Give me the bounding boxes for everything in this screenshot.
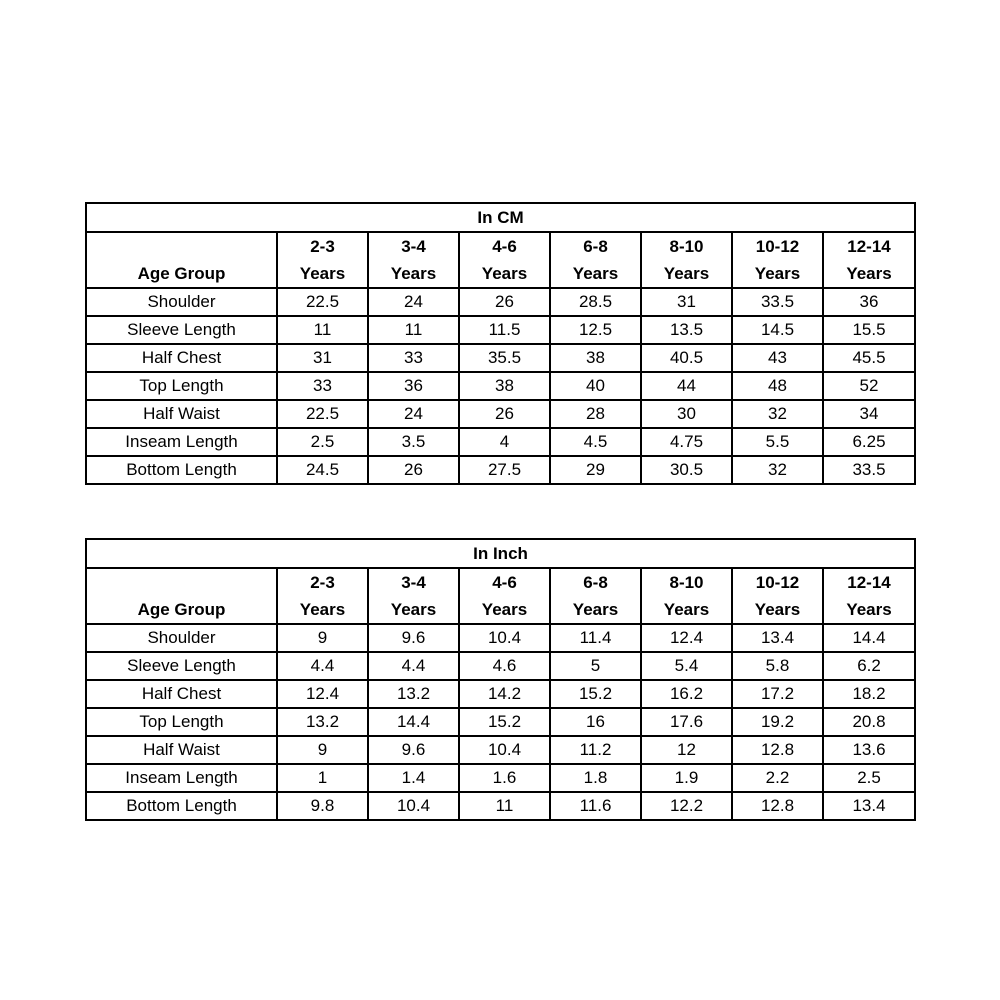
table-row: [86, 652, 915, 680]
measurement-value: 33.5: [732, 288, 823, 316]
measurement-value: 40: [550, 372, 641, 400]
table-title-row: [86, 539, 915, 568]
age-range-header: [823, 568, 915, 624]
measurement-value: 33: [368, 344, 459, 372]
measurement-value: 22.5: [277, 288, 368, 316]
measurement-label: Inseam Length: [86, 764, 277, 792]
measurement-label: Sleeve Length: [86, 652, 277, 680]
measurement-value: 11.5: [459, 316, 550, 344]
age-range-value: 2-3: [310, 573, 335, 592]
measurement-value: 13.2: [277, 708, 368, 736]
age-range-value: 10-12: [755, 573, 800, 592]
measurement-value: 14.2: [459, 680, 550, 708]
measurement-label: Shoulder: [86, 288, 277, 316]
measurement-value: 38: [550, 344, 641, 372]
measurement-value: 12.8: [732, 736, 823, 764]
measurement-value: 24.5: [277, 456, 368, 484]
measurement-value: 2.5: [277, 428, 368, 456]
age-range-unit: Years: [663, 600, 710, 619]
table-row: [86, 708, 915, 736]
measurement-value: 10.4: [459, 736, 550, 764]
age-range-value: 3-4: [401, 573, 426, 592]
measurement-value: 13.2: [368, 680, 459, 708]
age-range-unit: Years: [846, 600, 892, 619]
age-range-value: 3-4: [401, 237, 426, 256]
measurement-value: 26: [368, 456, 459, 484]
measurement-value: 4.75: [641, 428, 732, 456]
measurement-value: 12.4: [641, 624, 732, 652]
measurement-value: 15.2: [550, 680, 641, 708]
age-range-header: [368, 568, 459, 624]
measurement-value: 26: [459, 288, 550, 316]
measurement-value: 24: [368, 400, 459, 428]
measurement-value: 5.4: [641, 652, 732, 680]
measurement-value: 18.2: [823, 680, 915, 708]
measurement-value: 12.2: [641, 792, 732, 820]
age-range-unit: Years: [481, 600, 528, 619]
measurement-value: 31: [277, 344, 368, 372]
measurement-value: 45.5: [823, 344, 915, 372]
measurement-value: 1.9: [641, 764, 732, 792]
table-title: In CM: [86, 203, 915, 232]
age-range-header: [459, 232, 550, 288]
table-row: [86, 428, 915, 456]
measurement-value: 9.8: [277, 792, 368, 820]
measurement-value: 13.6: [823, 736, 915, 764]
age-range-header: [459, 568, 550, 624]
measurement-label: Inseam Length: [86, 428, 277, 456]
age-range-header: [641, 568, 732, 624]
measurement-value: 24: [368, 288, 459, 316]
age-range-unit: Years: [663, 264, 710, 283]
measurement-value: 13.4: [732, 624, 823, 652]
measurement-value: 17.2: [732, 680, 823, 708]
measurement-value: 32: [732, 400, 823, 428]
measurement-value: 12: [641, 736, 732, 764]
measurement-value: 30: [641, 400, 732, 428]
measurement-value: 9: [277, 624, 368, 652]
measurement-value: 4: [459, 428, 550, 456]
measurement-label: Half Waist: [86, 736, 277, 764]
measurement-value: 19.2: [732, 708, 823, 736]
age-range-value: 6-8: [583, 573, 608, 592]
table-row: [86, 456, 915, 484]
measurement-value: 9: [277, 736, 368, 764]
age-range-unit: Years: [754, 600, 801, 619]
table-row: [86, 680, 915, 708]
measurement-label: Half Chest: [86, 344, 277, 372]
age-range-unit: Years: [846, 264, 892, 283]
measurement-value: 31: [641, 288, 732, 316]
age-range-unit: Years: [299, 264, 346, 283]
measurement-value: 34: [823, 400, 915, 428]
measurement-value: 1.4: [368, 764, 459, 792]
age-range-unit: Years: [390, 264, 437, 283]
measurement-value: 20.8: [823, 708, 915, 736]
size-chart-cm-table: [85, 202, 916, 485]
measurement-value: 33.5: [823, 456, 915, 484]
table-row: [86, 372, 915, 400]
measurement-label: Bottom Length: [86, 456, 277, 484]
measurement-value: 43: [732, 344, 823, 372]
measurement-label: Top Length: [86, 708, 277, 736]
age-range-header: [277, 568, 368, 624]
measurement-value: 15.5: [823, 316, 915, 344]
measurement-value: 14.4: [368, 708, 459, 736]
age-range-value: 2-3: [310, 237, 335, 256]
measurement-value: 33: [277, 372, 368, 400]
measurement-label: Bottom Length: [86, 792, 277, 820]
measurement-value: 9.6: [368, 624, 459, 652]
measurement-value: 5: [550, 652, 641, 680]
measurement-value: 1: [277, 764, 368, 792]
measurement-value: 12.5: [550, 316, 641, 344]
table-row: [86, 400, 915, 428]
age-range-value: 4-6: [492, 573, 517, 592]
age-range-header: [823, 232, 915, 288]
table-row: [86, 288, 915, 316]
measurement-value: 10.4: [368, 792, 459, 820]
age-range-header: [641, 232, 732, 288]
measurement-label: Half Waist: [86, 400, 277, 428]
measurement-value: 11.6: [550, 792, 641, 820]
measurement-value: 44: [641, 372, 732, 400]
measurement-value: 10.4: [459, 624, 550, 652]
table-header-row: [86, 232, 915, 288]
age-range-unit: Years: [572, 600, 619, 619]
table-title-row: [86, 203, 915, 232]
measurement-value: 1.6: [459, 764, 550, 792]
age-range-header: [368, 232, 459, 288]
measurement-value: 16: [550, 708, 641, 736]
age-range-header: [732, 568, 823, 624]
measurement-value: 12.4: [277, 680, 368, 708]
measurement-value: 29: [550, 456, 641, 484]
measurement-value: 2.5: [823, 764, 915, 792]
table-row: [86, 344, 915, 372]
measurement-value: 2.2: [732, 764, 823, 792]
measurement-value: 12.8: [732, 792, 823, 820]
table-header-row: [86, 568, 915, 624]
measurement-value: 14.5: [732, 316, 823, 344]
measurement-value: 3.5: [368, 428, 459, 456]
measurement-value: 27.5: [459, 456, 550, 484]
measurement-value: 4.4: [277, 652, 368, 680]
measurement-value: 6.2: [823, 652, 915, 680]
table-title: In Inch: [86, 539, 915, 568]
measurement-value: 15.2: [459, 708, 550, 736]
table-row: [86, 624, 915, 652]
measurement-value: 17.6: [641, 708, 732, 736]
measurement-value: 52: [823, 372, 915, 400]
age-range-unit: Years: [481, 264, 528, 283]
age-group-header: Age Group: [86, 232, 277, 288]
age-range-unit: Years: [572, 264, 619, 283]
age-range-unit: Years: [390, 600, 437, 619]
age-range-value: 4-6: [492, 237, 517, 256]
measurement-value: 28: [550, 400, 641, 428]
measurement-value: 11: [277, 316, 368, 344]
measurement-value: 13.5: [641, 316, 732, 344]
measurement-value: 36: [823, 288, 915, 316]
measurement-value: 5.8: [732, 652, 823, 680]
measurement-label: Sleeve Length: [86, 316, 277, 344]
age-range-value: 10-12: [755, 237, 800, 256]
measurement-value: 36: [368, 372, 459, 400]
age-range-value: 6-8: [583, 237, 608, 256]
measurement-value: 4.6: [459, 652, 550, 680]
measurement-value: 4.4: [368, 652, 459, 680]
measurement-value: 28.5: [550, 288, 641, 316]
measurement-value: 40.5: [641, 344, 732, 372]
measurement-value: 35.5: [459, 344, 550, 372]
measurement-value: 14.4: [823, 624, 915, 652]
measurement-value: 1.8: [550, 764, 641, 792]
measurement-value: 4.5: [550, 428, 641, 456]
age-range-value: 8-10: [669, 237, 704, 256]
measurement-label: Half Chest: [86, 680, 277, 708]
measurement-value: 26: [459, 400, 550, 428]
table-row: [86, 316, 915, 344]
measurement-value: 5.5: [732, 428, 823, 456]
measurement-label: Shoulder: [86, 624, 277, 652]
measurement-value: 32: [732, 456, 823, 484]
measurement-value: 6.25: [823, 428, 915, 456]
table-row: [86, 792, 915, 820]
measurement-value: 16.2: [641, 680, 732, 708]
measurement-value: 11.4: [550, 624, 641, 652]
age-group-header: Age Group: [86, 568, 277, 624]
measurement-value: 13.4: [823, 792, 915, 820]
age-range-value: 8-10: [669, 573, 704, 592]
age-range-value: 12-14: [847, 237, 891, 256]
table-row: [86, 764, 915, 792]
age-range-unit: Years: [754, 264, 801, 283]
age-range-header: [277, 232, 368, 288]
measurement-value: 11: [459, 792, 550, 820]
age-range-unit: Years: [299, 600, 346, 619]
age-range-header: [550, 232, 641, 288]
measurement-value: 11: [368, 316, 459, 344]
measurement-value: 22.5: [277, 400, 368, 428]
age-range-value: 12-14: [847, 573, 891, 592]
measurement-value: 38: [459, 372, 550, 400]
size-chart-inch-table: [85, 538, 916, 821]
age-range-header: [550, 568, 641, 624]
measurement-value: 30.5: [641, 456, 732, 484]
age-range-header: [732, 232, 823, 288]
measurement-value: 11.2: [550, 736, 641, 764]
measurement-label: Top Length: [86, 372, 277, 400]
measurement-value: 9.6: [368, 736, 459, 764]
table-row: [86, 736, 915, 764]
measurement-value: 48: [732, 372, 823, 400]
